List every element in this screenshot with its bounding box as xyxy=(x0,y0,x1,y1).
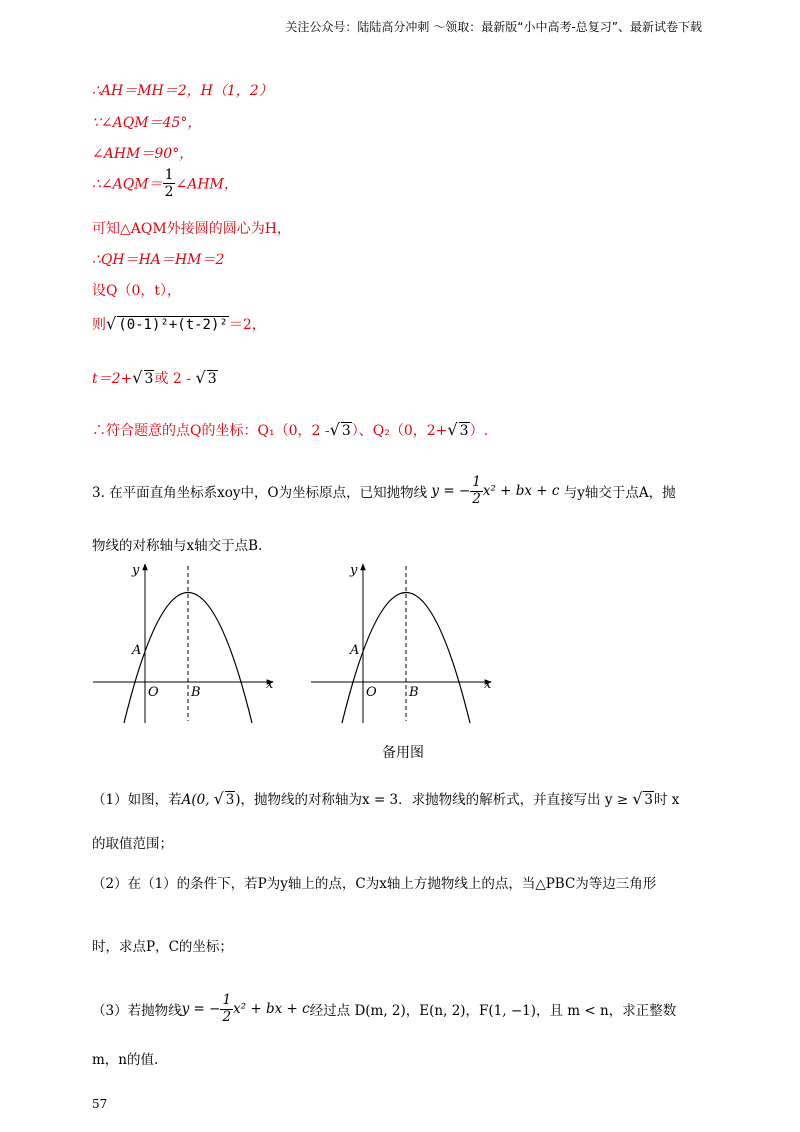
fraction-denominator: 2 xyxy=(222,1008,232,1025)
fraction-numerator: 1 xyxy=(222,992,232,1008)
fraction-numerator: 1 xyxy=(164,167,174,183)
radicand: 3 xyxy=(644,792,653,808)
q3-eq-lhs: y = − xyxy=(181,1001,221,1017)
radicand: 3 xyxy=(341,423,351,439)
page-number: 57 xyxy=(92,1097,108,1111)
figure-main xyxy=(93,563,274,723)
point-b-label: B xyxy=(409,685,419,700)
figure-backup xyxy=(311,563,492,723)
solution-line-10-a: ∴符合题意的点Q的坐标：Q₁（0，2 - xyxy=(92,423,330,439)
figure-caption: 备用图 xyxy=(382,745,424,761)
equation-lhs: y = − xyxy=(431,483,471,499)
q3-a: （3）若抛物线 xyxy=(92,1003,182,1019)
radicand: 3 xyxy=(144,371,154,387)
x-axis-label: x xyxy=(484,677,492,692)
solution-line-7: 设Q（0，t）， xyxy=(92,283,182,299)
sqrt-icon: √ xyxy=(632,790,643,808)
y-axis-label: y xyxy=(350,563,358,578)
sqrt-icon: √ xyxy=(213,790,224,808)
solution-line-9-a: t＝2+ xyxy=(92,371,133,387)
q3-fraction xyxy=(220,994,233,1024)
solution-line-10-c: ）. xyxy=(469,423,489,439)
question-2: （2）在（1）的条件下，若P为y轴上的点，C为x轴上方抛物线上的点，当△PBC为等边三角形 xyxy=(92,876,657,892)
question-3-cont: m，n的值. xyxy=(92,1052,159,1068)
point-a-label: A xyxy=(132,643,142,658)
solution-line-4 xyxy=(92,168,238,199)
point-b-label: B xyxy=(191,685,201,700)
q1-point: A(0, xyxy=(181,792,214,808)
q3-eq-rhs: x² + bx + c xyxy=(233,1001,310,1017)
solution-line-8-post: ＝2， xyxy=(228,317,266,333)
point-a-label: A xyxy=(350,643,360,658)
q1-b: )，抛物线的对称轴为x = 3．求抛物线的解析式，并直接写出 y ≥ xyxy=(235,792,633,808)
page-header: 关注公众号：陆陆高分冲刺 〜领取：最新版“小中高考-总复习”、最新试卷下载 xyxy=(285,20,702,34)
solution-line-10 xyxy=(92,420,488,440)
sqrt-icon: √ xyxy=(329,420,340,439)
solution-line-9-b: 或 2 - xyxy=(154,371,191,387)
radicand: 3 xyxy=(459,423,469,439)
problem-intro-c: 物线的对称轴与x轴交于点B. xyxy=(92,538,263,554)
problem-intro-a: 3. 在平面直角坐标系xoy中，O为坐标原点，已知抛物线 xyxy=(92,485,428,501)
x-axis-label: x xyxy=(266,677,274,692)
origin-label: O xyxy=(366,685,377,700)
sqrt-icon: √ xyxy=(132,368,143,387)
solution-line-2: ∵∠AQM＝45°， xyxy=(92,115,202,131)
sqrt-icon: √ xyxy=(195,368,206,387)
radicand: 3 xyxy=(207,371,217,387)
question-1-cont: 的取值范围； xyxy=(92,836,173,852)
parabola-figures xyxy=(88,558,508,728)
origin-label: O xyxy=(148,685,159,700)
question-1 xyxy=(92,788,679,808)
fraction-denominator: 2 xyxy=(472,490,481,507)
solution-line-9 xyxy=(92,368,218,388)
solution-line-4-pre: ∴∠AQM＝ xyxy=(92,176,163,193)
radicand: (0-1)²+(t-2)² xyxy=(118,317,228,333)
y-axis-label: y xyxy=(132,563,140,578)
question-3 xyxy=(92,994,676,1024)
problem-intro-b: 与y轴交于点A，抛 xyxy=(563,485,676,501)
q1-a: （1）如图，若 xyxy=(92,792,182,808)
equation-rhs: x² + bx + c xyxy=(482,483,560,499)
fraction-half xyxy=(163,168,176,199)
solution-line-3: ∠AHM＝90°， xyxy=(92,146,194,162)
sqrt-icon: √ xyxy=(106,314,117,333)
fraction-numerator: 1 xyxy=(472,474,481,490)
solution-line-1: ∴AH＝MH＝2，H（1，2） xyxy=(92,83,273,99)
solution-line-6: ∴QH＝HA＝HM＝2 xyxy=(92,252,225,268)
q1-c: 时 x xyxy=(653,792,680,808)
problem-intro xyxy=(92,476,676,506)
solution-line-8 xyxy=(92,314,266,334)
q3-b: 经过点 D(m, 2)，E(n, 2)，F(1, −1)，且 m < n，求正整数 xyxy=(309,1003,677,1019)
solution-line-4-post: ∠AHM， xyxy=(175,176,238,193)
solution-line-10-b: ）、Q₂（0，2+ xyxy=(351,423,448,439)
equation-fraction xyxy=(470,476,483,506)
fraction-denominator: 2 xyxy=(164,184,174,200)
solution-line-5: 可知△AQM外接圆的圆心为H， xyxy=(92,221,291,237)
sqrt-icon: √ xyxy=(447,420,458,439)
radicand: 3 xyxy=(225,792,235,808)
question-2-cont: 时，求点P，C的坐标； xyxy=(92,939,233,955)
solution-line-8-pre: 则 xyxy=(92,317,106,333)
